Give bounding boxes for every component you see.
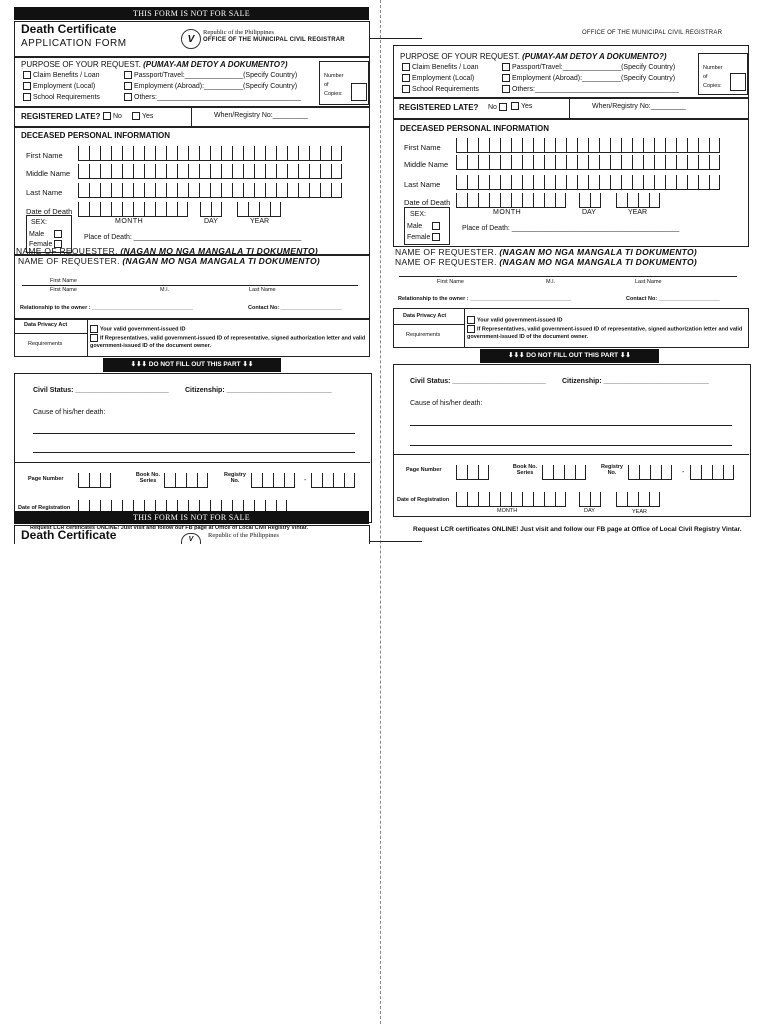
privacy-label: Data Privacy Act <box>24 322 68 328</box>
date-of-death-label: Date of Death <box>26 207 73 216</box>
citizenship-field[interactable]: Citizenship: ___________________________ <box>185 387 332 394</box>
yes-checkbox-right[interactable] <box>511 102 519 110</box>
page-number-boxes[interactable] <box>78 473 111 488</box>
first-name-boxes-right[interactable] <box>456 138 720 153</box>
first-name-boxes[interactable] <box>78 146 342 161</box>
checkbox[interactable] <box>402 74 410 82</box>
registry-no-boxes-2-right[interactable] <box>690 465 734 480</box>
last-name-boxes-right[interactable] <box>456 175 720 190</box>
form-subtitle: APPLICATION FORM <box>21 38 127 49</box>
yes-checkbox[interactable] <box>132 112 140 120</box>
purpose-heading: PURPOSE OF YOUR REQUEST. (PUMAY-AM DETOY A DOKUMENTO?) <box>21 60 288 69</box>
no-checkbox[interactable] <box>103 112 111 120</box>
cause-label: Cause of his/her death: <box>33 409 106 416</box>
requester-first-label: First Name <box>50 278 77 284</box>
last-name-boxes[interactable] <box>78 183 342 198</box>
republic-text: Republic of the Philippines <box>203 29 274 36</box>
checkbox[interactable] <box>23 82 31 90</box>
registration-date-boxes-right[interactable] <box>456 492 566 507</box>
year-boxes[interactable] <box>237 202 281 217</box>
year-boxes-right[interactable] <box>616 193 660 208</box>
cause-line-2-right[interactable] <box>410 445 732 446</box>
male-checkbox-right[interactable] <box>432 222 440 230</box>
book-no-label: Book No. Series <box>135 472 161 484</box>
registered-label-right: REGISTERED LATE? <box>399 103 479 112</box>
cause-line-1[interactable] <box>33 433 355 434</box>
registration-year-boxes-right[interactable] <box>616 492 660 507</box>
first-name-label-right: First Name <box>404 143 441 152</box>
day-label-right: DAY <box>582 209 596 216</box>
office-text-right: OFFICE OF THE MUNICIPAL CIVIL REGISTRAR <box>582 30 723 36</box>
relationship-field[interactable]: Relationship to the owner : _________________________________ <box>20 305 194 311</box>
civil-status-field-right[interactable]: Civil Status: ________________________ <box>410 378 546 385</box>
cut-line <box>380 0 381 1024</box>
requester-mi-label: M.I. <box>160 287 170 293</box>
copies-label-right: Number of Copies: <box>703 65 723 89</box>
registry-no-label: Registry No. <box>223 472 246 484</box>
checkbox[interactable] <box>467 325 475 333</box>
checkbox[interactable] <box>502 63 510 71</box>
registry-no-boxes[interactable] <box>251 473 295 488</box>
banner: THIS FORM IS NOT FOR SALE <box>14 7 369 20</box>
purpose-left: Claim Benefits / Loan Employment (Local) School Requirements <box>23 70 100 103</box>
cause-label-right: Cause of his/her death: <box>410 400 483 407</box>
deceased-heading: DECEASED PERSONAL INFORMATION <box>21 131 171 140</box>
form-title: Death Certificate <box>21 22 117 36</box>
form-title-2: Death Certificate <box>21 528 117 542</box>
cause-line-2[interactable] <box>33 452 355 453</box>
requester-label-right-ghost: NAME OF REQUESTER. (NAGAN MO NGA MANGALA TI DOKUMENTO) <box>395 247 698 257</box>
requester-first-label-2: First Name <box>50 287 77 293</box>
registered-label: REGISTERED LATE? <box>21 112 101 121</box>
office-box-right <box>393 364 751 517</box>
middle-name-label: Middle Name <box>26 169 71 178</box>
registry-no-label-right: When/Registry No:_________ <box>592 103 686 110</box>
requirements-label-right: Requirements <box>406 332 441 338</box>
checkbox[interactable] <box>23 71 31 79</box>
reg-month-label-right: MONTH <box>497 508 518 514</box>
purpose-right: Passport/Travel:_______________(Specify Country) Employment (Abroad):__________(Specify Country) Others:_____________________________________ <box>124 70 301 103</box>
requester-first-label-right: First Name <box>437 279 464 285</box>
date-registration-label: Date of Registration <box>18 505 71 511</box>
seal-icon: V <box>181 29 201 49</box>
sex-label: SEX: <box>31 219 47 226</box>
registration-day-boxes-right[interactable] <box>579 492 601 507</box>
requirements-label: Requirements <box>28 341 63 347</box>
purpose-right-right: Passport/Travel:_______________(Specify Country) Employment (Abroad):__________(Specify Country) Others:_____________________________________ <box>502 62 679 95</box>
banner-2: THIS FORM IS NOT FOR SALE <box>14 511 369 524</box>
date-registration-label-right: Date of Registration <box>397 497 450 503</box>
cause-line-1-right[interactable] <box>410 425 732 426</box>
year-label: YEAR <box>250 218 270 225</box>
checkbox[interactable] <box>402 63 410 71</box>
checkbox[interactable] <box>467 316 475 324</box>
female-checkbox-right[interactable] <box>432 233 440 241</box>
purpose-heading-right: PURPOSE OF YOUR REQUEST. (PUMAY-AM DETOY A DOKUMENTO?) <box>400 52 667 61</box>
month-label: MONTH <box>115 218 144 225</box>
checkbox[interactable] <box>124 82 132 90</box>
checkbox[interactable] <box>90 334 98 342</box>
date-of-death-label-right: Date of Death <box>404 198 451 207</box>
requester-label-right: NAME OF REQUESTER. (NAGAN MO NGA MANGALA TI DOKUMENTO) <box>395 257 698 267</box>
last-name-label: Last Name <box>26 188 63 197</box>
page-number-label-right: Page Number <box>406 467 442 473</box>
page-number-label: Page Number <box>28 476 64 482</box>
purpose-left-right: Claim Benefits / Loan Employment (Local) School Requirements <box>402 62 479 95</box>
month-boxes[interactable] <box>78 202 188 217</box>
requester-mi-label-right: M.I. <box>546 279 556 285</box>
republic-text-2: Republic of the Philippines <box>208 532 279 539</box>
checkbox[interactable] <box>502 74 510 82</box>
registry-no-label: When/Registry No:_________ <box>214 112 308 119</box>
requester-label-ghost: NAME OF REQUESTER. (NAGAN MO NGA MANGALA TI DOKUMENTO) <box>16 246 319 256</box>
registry-no-boxes-2[interactable] <box>311 473 355 488</box>
place-of-death-right: Place of Death: ___________________________________________ <box>462 225 680 232</box>
contact-field[interactable]: Contact No: ____________________ <box>248 305 342 311</box>
requester-last-label-right: Last Name <box>635 279 662 285</box>
last-name-label-right: Last Name <box>404 180 441 189</box>
requester-label: NAME OF REQUESTER. (NAGAN MO NGA MANGALA TI DOKUMENTO) <box>18 256 321 266</box>
contact-field-right[interactable]: Contact No: ____________________ <box>626 296 720 302</box>
checkbox[interactable] <box>23 93 31 101</box>
checkbox[interactable] <box>402 85 410 93</box>
copies-input[interactable] <box>351 83 367 101</box>
male-checkbox[interactable] <box>54 230 62 238</box>
place-of-death: Place of Death: ___________________________________________ <box>84 234 302 241</box>
registry-no-label-right: Registry No. <box>600 464 623 476</box>
citizenship-field-right[interactable]: Citizenship: ___________________________ <box>562 378 709 385</box>
day-boxes-right[interactable] <box>579 193 601 208</box>
footer-text-right: Request LCR certificates ONLINE! Just visit and follow our FB page at Office of Local Civil Registry Vintar. <box>413 526 742 533</box>
middle-name-boxes-right[interactable] <box>456 155 720 170</box>
copies-input-right[interactable] <box>730 73 746 91</box>
seal-icon-2: V <box>181 533 201 544</box>
middle-name-label-right: Middle Name <box>404 160 449 169</box>
civil-status-field[interactable]: Civil Status: ________________________ <box>33 387 169 394</box>
day-label: DAY <box>204 218 218 225</box>
checkbox[interactable] <box>124 93 132 101</box>
checkbox[interactable] <box>502 85 510 93</box>
page-number-boxes-right[interactable] <box>456 465 489 480</box>
month-label-right: MONTH <box>493 209 522 216</box>
no-checkbox-right[interactable] <box>499 103 507 111</box>
office-text: OFFICE OF THE MUNICIPAL CIVIL REGISTRAR <box>203 37 345 43</box>
book-no-boxes[interactable] <box>164 473 208 488</box>
book-no-label-right: Book No. Series <box>512 464 538 476</box>
requester-last-label: Last Name <box>249 287 276 293</box>
registry-no-boxes-right[interactable] <box>628 465 672 480</box>
year-label-right: YEAR <box>628 209 648 216</box>
footer-text-ghost: Request LCR certificates ONLINE! Just visit and follow our FB page at Office of Local Civil Registry Vintar. <box>30 525 309 531</box>
relationship-field-right[interactable]: Relationship to the owner : _________________________________ <box>398 296 572 302</box>
book-no-boxes-right[interactable] <box>542 465 586 480</box>
month-boxes-right[interactable] <box>456 193 566 208</box>
checkbox[interactable] <box>124 71 132 79</box>
requester-name-line-right[interactable] <box>399 276 737 277</box>
copies-label: Number of Copies: <box>324 73 344 97</box>
sex-label-right: SEX: <box>410 211 426 218</box>
do-not-fill-banner-right: ⬇⬇⬇ DO NOT FILL OUT THIS PART ⬇⬇ <box>480 349 659 363</box>
middle-name-boxes[interactable] <box>78 164 342 179</box>
privacy-label-right: Data Privacy Act <box>403 313 447 319</box>
reg-day-label-right: DAY <box>584 508 595 514</box>
day-boxes[interactable] <box>200 202 222 217</box>
requester-name-line[interactable] <box>22 285 358 286</box>
first-name-label: First Name <box>26 151 63 160</box>
reg-year-label-right: YEAR <box>632 509 647 515</box>
checkbox[interactable] <box>90 325 98 333</box>
do-not-fill-banner: ⬇⬇⬇ DO NOT FILL OUT THIS PART ⬇⬇ <box>103 358 281 372</box>
deceased-heading-right: DECEASED PERSONAL INFORMATION <box>400 124 550 133</box>
